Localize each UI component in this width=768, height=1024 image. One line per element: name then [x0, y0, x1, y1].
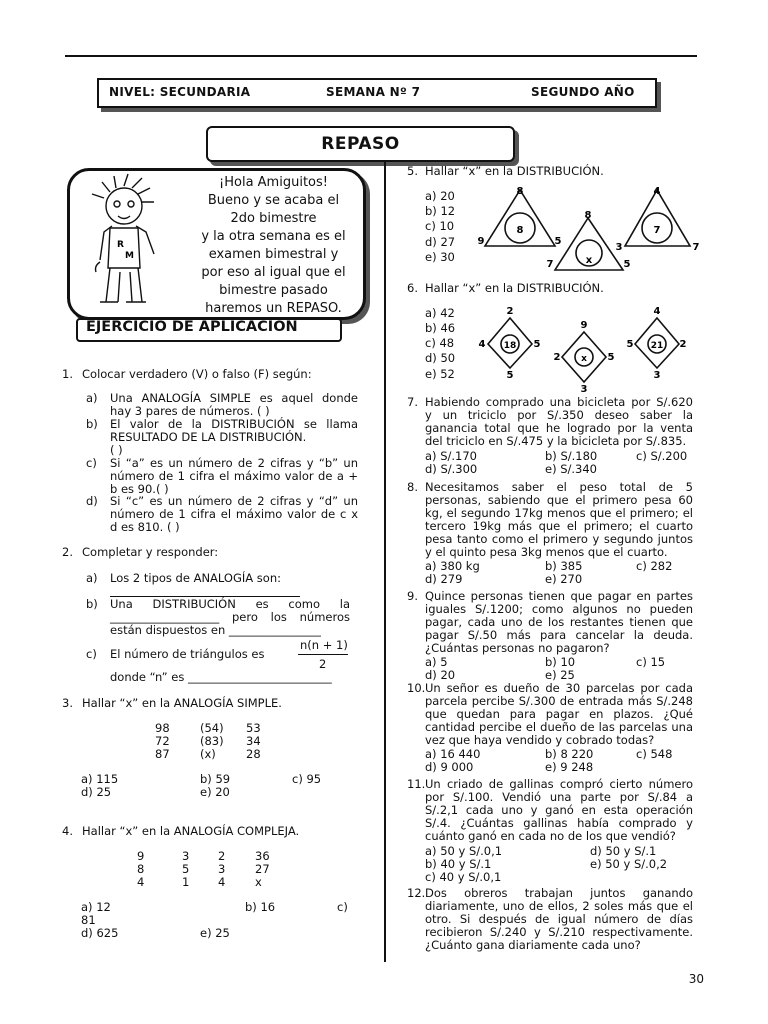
- q5-option: a) 20: [425, 189, 455, 203]
- q6-label: 3: [580, 384, 588, 395]
- q5-option: c) 10: [425, 219, 455, 233]
- q7-line: ganancia total que he logrado por la venta: [425, 421, 693, 435]
- bubble-line: ¡Hola Amiguitos!: [219, 175, 328, 190]
- q7-line: Habiendo comprado una bicicleta por S/.620: [425, 395, 693, 409]
- q6-label: 9: [580, 320, 588, 331]
- q4-option: e) 25: [200, 926, 230, 940]
- q9-option: a) 5: [425, 655, 448, 669]
- q3-option: d) 25: [81, 785, 112, 799]
- q6-label: 5: [626, 339, 634, 350]
- q11-line: por S/.100. Vendió una parte por S/.84 a: [425, 790, 693, 804]
- mascot-letter-r: R: [117, 240, 124, 250]
- q9-option: c) 15: [636, 655, 666, 669]
- q1d-line: Si “c” es un número de 2 cifras y “d” un: [110, 494, 358, 508]
- q6-label: 5: [533, 339, 541, 350]
- q2c-tail: donde “n” es _________________________: [110, 670, 332, 684]
- q1c-label: c): [86, 456, 97, 470]
- q2b-label: b): [86, 597, 98, 611]
- q4-option: a) 12: [81, 900, 111, 914]
- q4-cell: 4: [218, 875, 226, 889]
- q3-cell: 87: [155, 747, 170, 761]
- q11-number: 11.: [407, 777, 426, 791]
- q5-triangle: [625, 190, 690, 246]
- q8-option: b) 385: [545, 559, 583, 573]
- header-nivel: NIVEL: SECUNDARIA: [109, 85, 251, 99]
- q8-line: Necesitamos saber el peso total de 5: [425, 480, 693, 494]
- q10-line: vez que haya vendido y cobrado todas?: [425, 733, 655, 747]
- q5-label: 4: [653, 186, 661, 197]
- q2-number: 2.: [62, 545, 73, 559]
- q1a-line: Una ANALOGÍA SIMPLE es aquel donde: [110, 391, 358, 405]
- q10-option: b) 8 220: [545, 747, 594, 761]
- q8-line: personas, sabiendo que el primero pesa 60: [425, 493, 693, 507]
- bubble-text: [187, 174, 360, 318]
- q4-cell: 1: [182, 875, 190, 889]
- header-bar: [97, 78, 657, 108]
- q3-cell: (x): [200, 747, 216, 761]
- q6-label: 2: [679, 339, 687, 350]
- column-divider: [384, 160, 386, 962]
- q11-option: b) 40 y S/.1: [425, 857, 492, 871]
- q10-option: d) 9 000: [425, 760, 474, 774]
- q9-option: d) 20: [425, 668, 456, 682]
- header-anio: SEGUNDO AÑO: [531, 85, 635, 99]
- q6-label: 5: [607, 352, 615, 363]
- q11-line: cuánto ganó en cada no de los que vendió?: [425, 829, 676, 843]
- q11-option: a) 50 y S/.0,1: [425, 844, 503, 858]
- q2-text: Completar y responder:: [82, 545, 219, 559]
- q9-line: iguales S/.1200; como algunos no pueden: [425, 602, 693, 616]
- bubble-line: haremos un REPASO.: [205, 301, 342, 316]
- q9-line: Quince personas tienen que pagar en partes: [425, 589, 693, 603]
- q7-option: c) S/.200: [636, 449, 688, 463]
- q5-number: 5.: [407, 164, 418, 178]
- q4-cell: 3: [218, 862, 226, 876]
- q12-line: Dos obreros trabajan juntos ganando: [425, 886, 693, 900]
- q6-label: 5: [506, 370, 514, 381]
- q4-number: 4.: [62, 824, 73, 838]
- q2b-line: están dispuestos en ________________: [110, 623, 321, 637]
- q5-label: 7: [546, 259, 554, 270]
- q6-label: x: [581, 354, 587, 364]
- q4-cell: 27: [255, 862, 270, 876]
- q6-text: Hallar “x” en la DISTRIBUCIÓN.: [425, 281, 604, 295]
- q12-number: 12.: [407, 886, 426, 900]
- q1b-line: RESULTADO DE LA DISTRIBUCIÓN.: [110, 430, 307, 444]
- q2a-text: Los 2 tipos de ANALOGÍA son:: [110, 571, 281, 585]
- q3-option: a) 115: [81, 772, 119, 786]
- q9-line: pagar, cada uno de los restantes tienen que: [425, 615, 693, 629]
- q8-option: e) 270: [545, 572, 583, 586]
- q10-line: parcela percibe S/.300 de entrada más S/.248: [425, 694, 693, 708]
- q2b-line: Una DISTRIBUCIÓN es como la: [110, 597, 350, 611]
- q7-number: 7.: [407, 395, 418, 409]
- q1d-label: d): [86, 494, 98, 508]
- q6-label: 18: [503, 341, 517, 351]
- q2a-label: a): [86, 571, 98, 585]
- q4-text: Hallar “x” en la ANALOGÍA COMPLEJA.: [82, 824, 300, 838]
- q5-text: Hallar “x” en la DISTRIBUCIÓN.: [425, 164, 604, 178]
- q4-option: 81: [81, 913, 96, 927]
- q2c-fraction-denominator: 2: [319, 657, 327, 671]
- q6-label: 3: [653, 370, 661, 381]
- q7-line: y un triciclo por S/.350 deseo saber la: [425, 408, 693, 422]
- q1d-line: d es 810. ( ): [110, 520, 180, 534]
- q3-option: b) 59: [200, 772, 231, 786]
- page-title: REPASO: [206, 126, 515, 162]
- q12-line: recibieron S/.240 y S/.210 respectivamente.: [425, 925, 693, 939]
- q2c-fraction-bar: [298, 654, 348, 655]
- top-rule: [65, 55, 697, 57]
- q4-cell: 2: [218, 849, 226, 863]
- q1-number: 1.: [62, 367, 73, 381]
- q5-option: b) 12: [425, 204, 456, 218]
- q12-line: ¿Cuánto gana diariamente cada uno?: [425, 938, 641, 952]
- q5-label: 8: [516, 225, 524, 236]
- q5-label: 7: [692, 242, 700, 253]
- q9-line: ¿Cuántas personas no pagaron?: [425, 641, 610, 655]
- q5-triangles-figure: [470, 180, 710, 275]
- q1-text: Colocar verdadero (V) o falso (F) según:: [82, 367, 312, 381]
- bubble-line: examen bimestral y: [208, 247, 339, 262]
- mascot-letter-m: M: [125, 251, 134, 261]
- q11-line: S/.4. ¿Cuántas gallinas había comprado y: [425, 816, 693, 830]
- bubble-line: 2do bimestre: [230, 211, 317, 226]
- q5-label: 7: [653, 225, 661, 236]
- bubble-line: Bueno y se acaba el: [207, 193, 340, 208]
- q4-cell: 9: [137, 849, 145, 863]
- q5-label: 3: [615, 242, 623, 253]
- q8-line: kg, el segundo 17kg menos que el primero; el: [425, 506, 693, 520]
- q9-option: b) 10: [545, 655, 576, 669]
- q4-option: c): [337, 900, 348, 914]
- q10-option: a) 16 440: [425, 747, 481, 761]
- q3-text: Hallar “x” en la ANALOGÍA SIMPLE.: [82, 696, 282, 710]
- q1c-line: número de 1 cifra el máximo valor de a +: [110, 469, 358, 483]
- mascot-illustration: [80, 172, 180, 312]
- q6-label: 2: [553, 352, 561, 363]
- q3-cell: 72: [155, 734, 170, 748]
- q3-cell: 98: [155, 721, 170, 735]
- q10-number: 10.: [407, 681, 426, 695]
- q5-label: 5: [554, 236, 562, 247]
- q1b-label: b): [86, 417, 98, 431]
- q8-line: y el quinto pesa 3kg menos que el cuarto.: [425, 545, 668, 559]
- q11-line: S/.2,1 cada uno y ganó en esta operación: [425, 803, 693, 817]
- q10-line: que quedan para pagar en plazos. ¿Qué: [425, 707, 693, 721]
- q3-cell: 34: [246, 734, 261, 748]
- q5-label: 5: [623, 259, 631, 270]
- q12-line: otro. Si después de igual número de días: [425, 912, 693, 926]
- q3-cell: 53: [246, 721, 261, 735]
- q7-option: a) S/.170: [425, 449, 477, 463]
- bubble-line: por eso al igual que el: [201, 265, 346, 280]
- q4-cell: 5: [182, 862, 190, 876]
- q6-label: 4: [653, 306, 661, 317]
- q3-option: e) 20: [200, 785, 230, 799]
- q2c-text: El número de triángulos es: [110, 647, 265, 661]
- q5-label: 8: [584, 210, 592, 221]
- q4-cell: 36: [255, 849, 270, 863]
- q1b-line: El valor de la DISTRIBUCIÓN se llama: [110, 417, 358, 431]
- q5-label: 9: [477, 236, 485, 247]
- q4-cell: 8: [137, 862, 145, 876]
- q3-cell: (54): [200, 721, 224, 735]
- q1c-line: Si “a” es un número de 2 cifras y “b” un: [110, 456, 358, 470]
- q6-diamonds-figure: [470, 300, 700, 396]
- q3-number: 3.: [62, 696, 73, 710]
- q3-option: c) 95: [292, 772, 322, 786]
- q8-option: c) 282: [636, 559, 673, 573]
- q6-label: 2: [506, 306, 514, 317]
- q2c-label: c): [86, 647, 97, 661]
- q4-option: d) 625: [81, 926, 119, 940]
- page-number: 30: [688, 972, 704, 986]
- q1c-line: b es 90.( ): [110, 482, 169, 496]
- q5-triangle: [485, 190, 555, 246]
- q7-option: b) S/.180: [545, 449, 598, 463]
- q8-line: tercero 19kg más que el primero; el cuarto: [425, 519, 693, 533]
- q7-option: e) S/.340: [545, 462, 597, 476]
- q6-option: d) 50: [425, 351, 456, 365]
- q9-line: pagar S/.50 más para cancelar la deuda.: [425, 628, 693, 642]
- q10-option: e) 9 248: [545, 760, 594, 774]
- q6-label: 21: [650, 341, 664, 351]
- q10-line: cantidad percibe el dueño de las parcelas una: [425, 720, 693, 734]
- q9-option: e) 25: [545, 668, 575, 682]
- q3-cell: (83): [200, 734, 224, 748]
- q2c-fraction-numerator: n(n + 1): [300, 638, 348, 652]
- bubble-line: y la otra semana es el: [201, 229, 346, 244]
- q5-option: e) 30: [425, 250, 455, 264]
- q8-option: a) 380 kg: [425, 559, 480, 573]
- q6-option: b) 46: [425, 321, 456, 335]
- q1a-line: hay 3 pares de números. ( ): [110, 404, 270, 418]
- q1b-line: ( ): [110, 443, 123, 457]
- q6-number: 6.: [407, 281, 418, 295]
- q11-line: Un criado de gallinas compró cierto número: [425, 777, 693, 791]
- q5-option: d) 27: [425, 235, 456, 249]
- q8-option: d) 279: [425, 572, 463, 586]
- q3-cell: 28: [246, 747, 261, 761]
- bubble-line: bimestre pasado: [219, 283, 328, 298]
- q12-line: diariamente, uno de ellos, 2 soles más que el: [425, 899, 693, 913]
- q7-option: d) S/.300: [425, 462, 478, 476]
- q7-line: del triciclo en S/.475 y la bicicleta por S/.835.: [425, 434, 687, 448]
- q5-label: 8: [516, 186, 524, 197]
- q10-line: Un señor es dueño de 30 parcelas por cada: [425, 681, 693, 695]
- q4-option: b) 16: [245, 900, 276, 914]
- header-semana: SEMANA Nº 7: [326, 85, 421, 99]
- q11-option: c) 40 y S/.0,1: [425, 870, 502, 884]
- q5-label: x: [585, 255, 593, 266]
- q10-option: c) 548: [636, 747, 673, 761]
- q6-option: e) 52: [425, 367, 455, 381]
- q8-line: pesa tanto como el primero y segundo juntos: [425, 532, 693, 546]
- q4-cell: 3: [182, 849, 190, 863]
- section-title: EJERCICIO DE APLICACIÓN: [76, 318, 342, 342]
- q4-cell: x: [255, 875, 262, 889]
- q4-cell: 4: [137, 875, 145, 889]
- q6-option: c) 48: [425, 336, 455, 350]
- q6-label: 4: [478, 339, 486, 350]
- q1a-label: a): [86, 391, 98, 405]
- q6-option: a) 42: [425, 306, 455, 320]
- q9-number: 9.: [407, 589, 418, 603]
- q2b-line: ___________________ pero los números: [110, 610, 350, 624]
- q8-number: 8.: [407, 480, 418, 494]
- q1d-line: número de 1 cifra el máximo valor de c x: [110, 507, 358, 521]
- q11-option: e) 50 y S/.0,2: [590, 857, 668, 871]
- q11-option: d) 50 y S/.1: [590, 844, 657, 858]
